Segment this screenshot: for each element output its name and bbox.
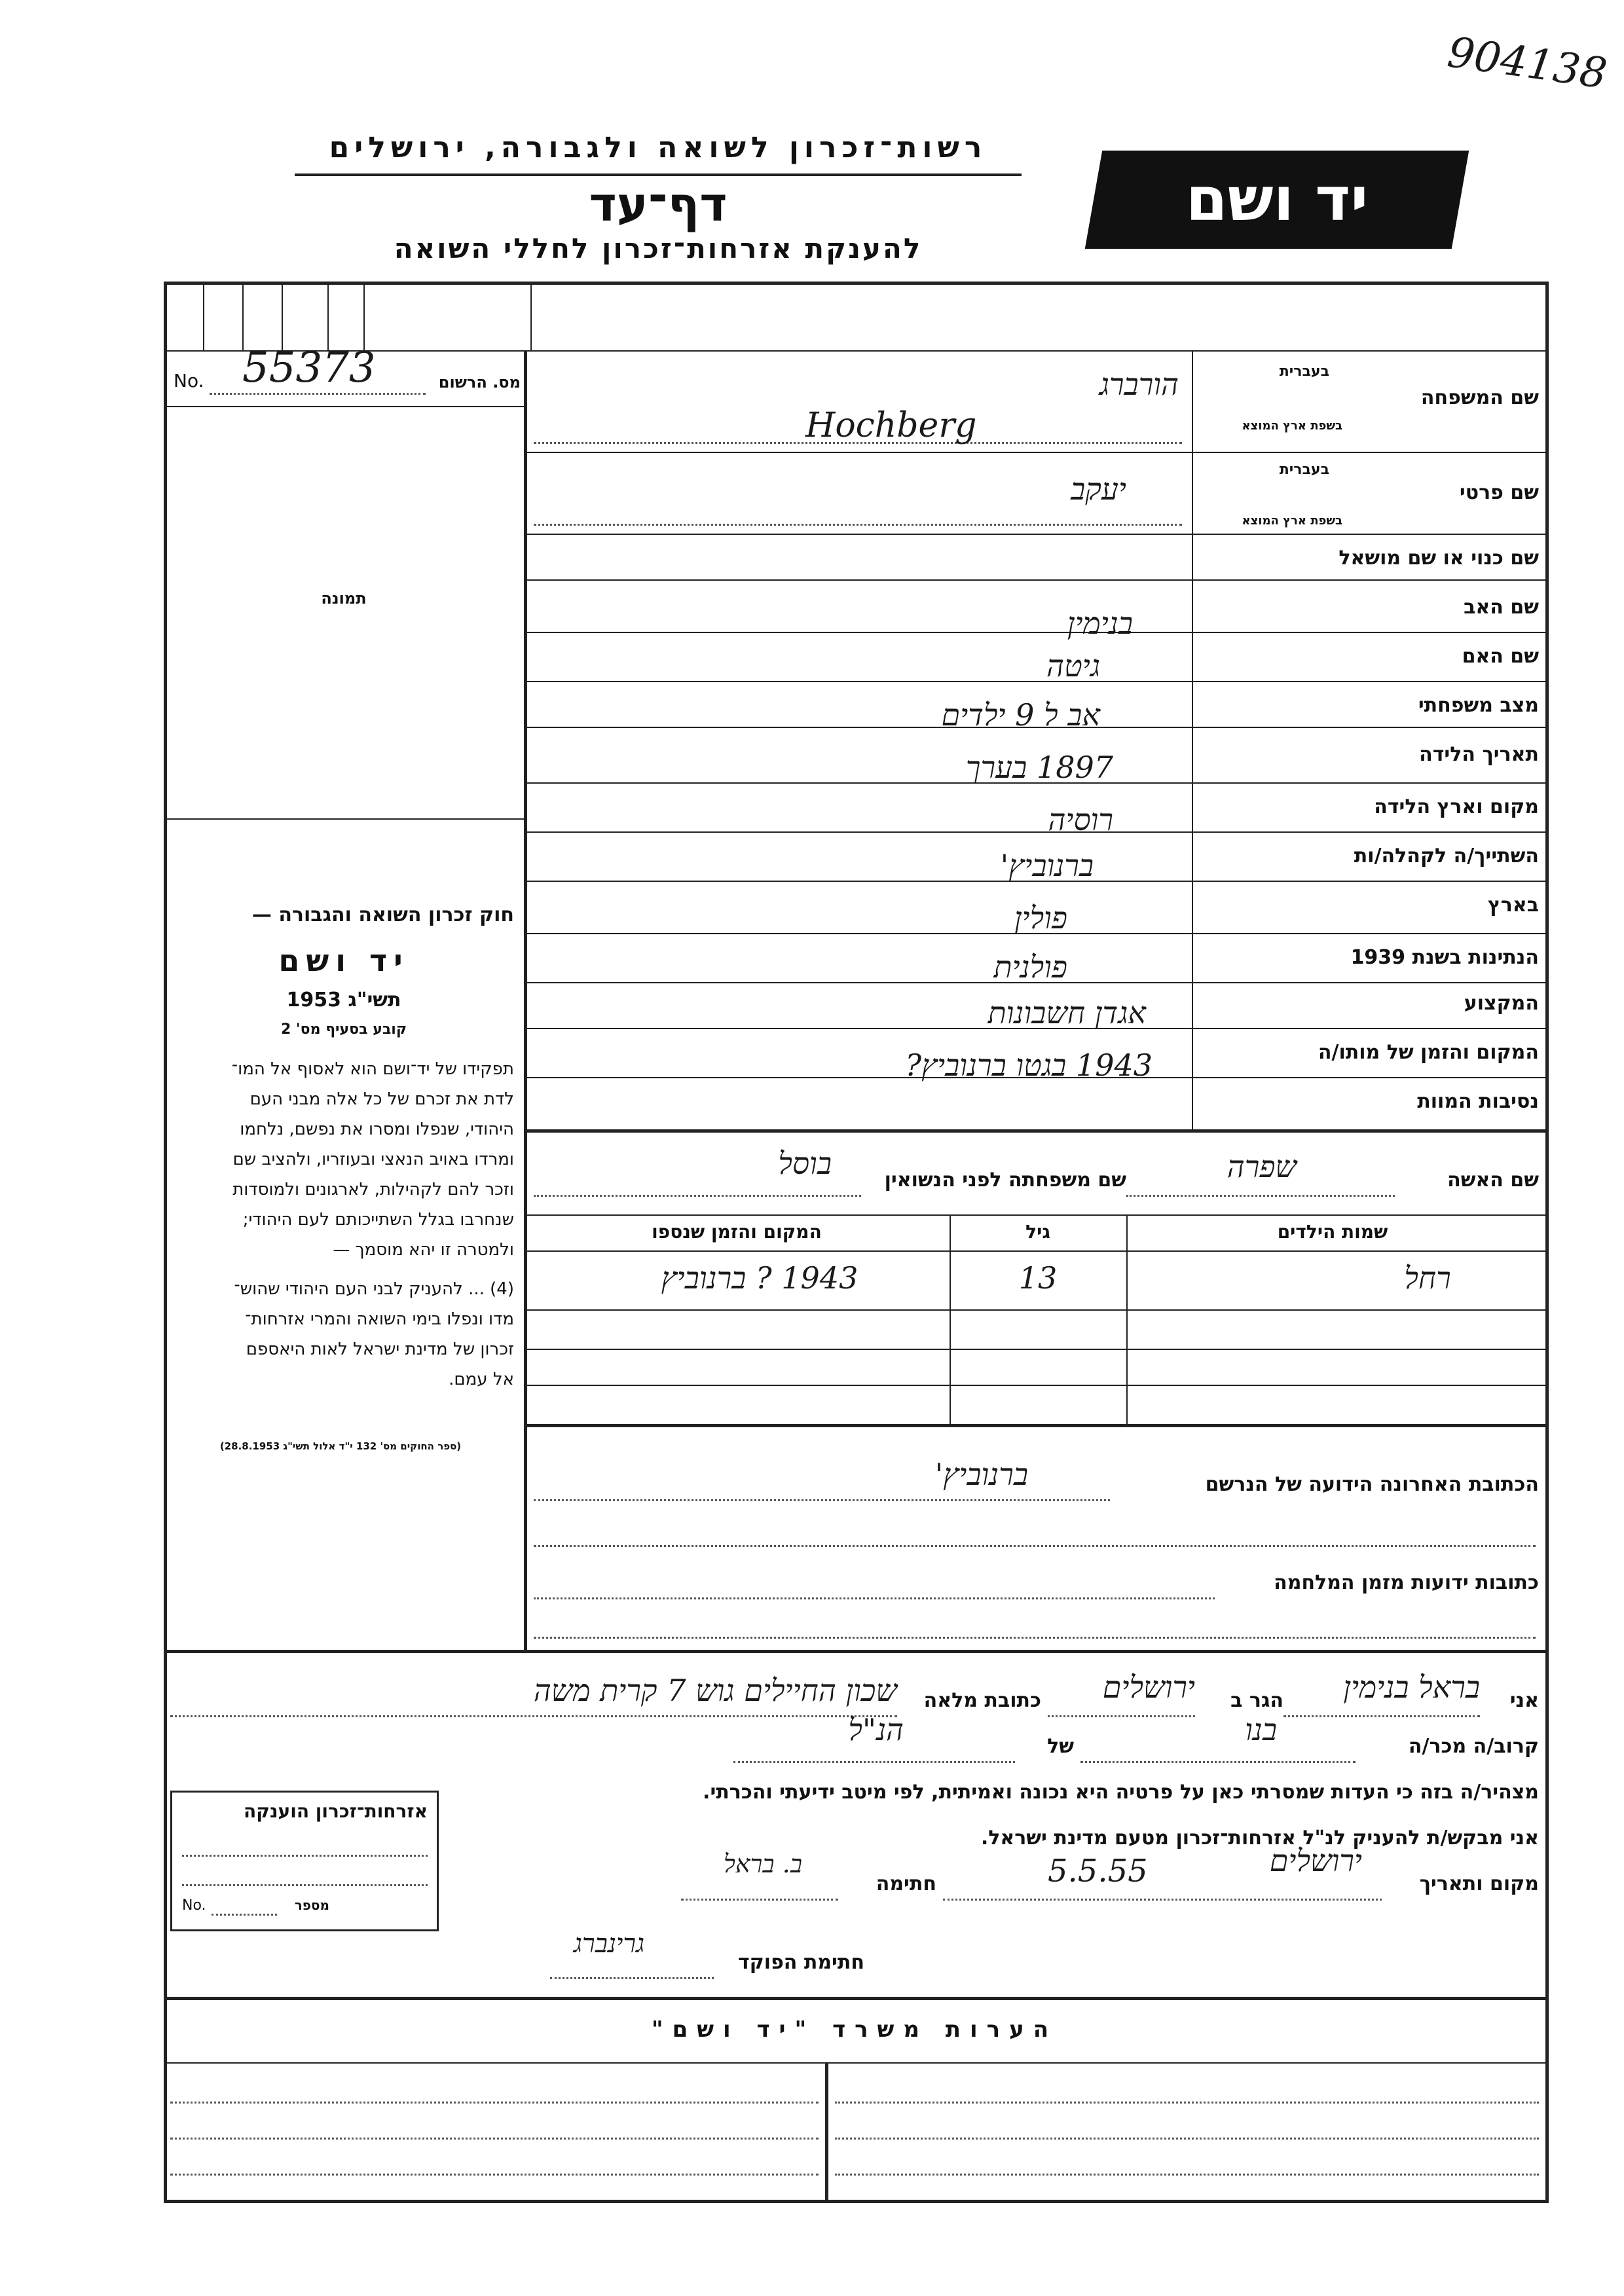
top-strip-divider: [530, 282, 532, 350]
law-text: [167, 1054, 514, 1394]
label-country: בארץ: [1487, 894, 1539, 917]
office-notes-top: [164, 1997, 1545, 2000]
top-strip-cell-1: [203, 282, 204, 350]
children-header-bottom: [524, 1250, 1545, 1252]
label-full-address: כתובת מלאה: [923, 1689, 1041, 1712]
label-wartime-addresses: כתובות ידועות מזמן המלחמה: [1274, 1571, 1539, 1594]
value-father[interactable]: בנימין: [1067, 606, 1133, 641]
children-row-line: [524, 1385, 1545, 1386]
value-wife-maiden[interactable]: בוסל: [778, 1146, 832, 1181]
label-birth-place: מקום וארץ הלידה: [1374, 795, 1539, 818]
value-country[interactable]: פולין: [1014, 900, 1067, 936]
office-notes-title: הערות משרד "יד ושם": [651, 2016, 1058, 2043]
relation-value[interactable]: בנו: [1245, 1712, 1277, 1747]
registration-no-label: No.: [174, 370, 204, 392]
declarant-name[interactable]: בראל בנימין: [1343, 1669, 1480, 1705]
value-marital[interactable]: אב ל 9 ילדים: [941, 697, 1100, 733]
top-strip-cell-5: [363, 282, 365, 350]
signature-dots: [681, 1899, 838, 1901]
photo-area-bottom: [164, 818, 524, 820]
corner-archive-number: 904138: [1445, 28, 1610, 99]
value-family-name-native[interactable]: Hochberg: [805, 406, 977, 445]
personal-section-bottom: [524, 1129, 1545, 1133]
top-strip-cell-2: [242, 282, 244, 350]
law-line: היהודי, שנפלו ומסרו את נפשם, נלחמו: [240, 1120, 514, 1139]
label-nickname: שם כנוי או שם מושאל: [1338, 547, 1539, 570]
law-line: מדו ונפלו בימי השואה והמרי אזרחות־: [245, 1309, 514, 1329]
value-mother[interactable]: גיטה: [1046, 648, 1100, 683]
last-address-dots: [534, 1499, 1110, 1501]
child-name[interactable]: רחל: [1404, 1260, 1451, 1296]
officer-signature[interactable]: גרינברג: [573, 1929, 645, 1959]
label-wife-maiden: שם משפחתה לפני הנשואין: [884, 1169, 1126, 1192]
label-death: המקום והזמן של מותו/ה: [1318, 1041, 1539, 1064]
label-mother: שם האם: [1462, 645, 1539, 668]
child-place-time[interactable]: 1943 ? ברנוביץ: [661, 1260, 858, 1296]
row-line: [524, 579, 1545, 581]
office-notes-header-bottom: [164, 2062, 1545, 2064]
value-citizenship-1939[interactable]: פולנית: [993, 949, 1067, 985]
law-name: יד ושם: [278, 943, 409, 978]
wife-maiden-dots: [534, 1195, 861, 1197]
declaration-section-top: [164, 1650, 1545, 1653]
row-line: [524, 534, 1545, 535]
label-first-name: שם פרטי: [1459, 481, 1539, 504]
wife-row-bottom: [524, 1214, 1545, 1216]
registration-line: [164, 406, 524, 407]
declarant-address[interactable]: שכון החיילים גוש 7 קרית משה: [533, 1673, 897, 1708]
citizenship-box-number-label: מספר: [294, 1897, 329, 1913]
law-line: לדת את זכרם של כל אלה מבני העם: [249, 1089, 514, 1109]
last-address-dots-2: [534, 1545, 1536, 1547]
header-children-place-time: המקום והזמן שנספו: [652, 1221, 822, 1243]
law-line: ומרדו באויב הנאצי ובעוזריו, ולהציב שם: [232, 1150, 514, 1169]
label-marital: מצב משפחתי: [1418, 694, 1539, 717]
registration-number[interactable]: 55373: [242, 344, 376, 392]
value-birth-date[interactable]: 1897 בערך: [965, 750, 1113, 785]
frame-bottom: [164, 2200, 1549, 2203]
value-wife[interactable]: שפרה: [1227, 1149, 1297, 1184]
left-column-divider: [524, 350, 527, 1650]
label-officer-signature: חתימת הפוקד: [738, 1951, 864, 1974]
label-profession: המקצוע: [1464, 992, 1539, 1015]
value-birth-place[interactable]: רוסיה: [1048, 802, 1113, 837]
citizenship-granted-box: [170, 1791, 439, 1931]
law-line: ולמטרה זו יהא מוסמך —: [333, 1240, 514, 1260]
label-father: שם האב: [1464, 596, 1539, 619]
children-row-line: [524, 1349, 1545, 1350]
officer-signature-dots: [550, 1977, 714, 1979]
place-date-dots: [943, 1899, 1382, 1901]
form-title: דף־עד: [589, 177, 728, 232]
label-citizenship-1939: הנתינות בשנת 1939: [1350, 946, 1539, 969]
law-line: אל עמם.: [449, 1370, 514, 1389]
of-value[interactable]: הנ"ל: [848, 1712, 904, 1747]
signature-value[interactable]: ב. בראל: [723, 1850, 803, 1878]
photo-label: תמונה: [321, 589, 367, 608]
citizenship-box-no-label: No.: [182, 1897, 206, 1914]
law-line: (4) ... להעניק לבני העם היהודי שהוש־: [234, 1279, 514, 1299]
label-last-address: הכתובת האחרונה הידועה של הנרשם: [1205, 1473, 1539, 1496]
value-profession[interactable]: אגדן חשבונות: [987, 995, 1146, 1030]
children-col-divider-2: [950, 1214, 951, 1424]
law-line: זכרון של מדינת ישראל לאות היאספם: [246, 1339, 514, 1359]
label-i: אני: [1509, 1689, 1539, 1712]
citizenship-box-line: [182, 1884, 428, 1886]
row-line: [524, 452, 1545, 453]
sub-hebrew: בעברית: [1279, 462, 1329, 478]
wartime-dots: [534, 1597, 1215, 1599]
native-first-line: [534, 524, 1182, 526]
citizenship-box-title: אזרחות־זכרון הוענקה: [244, 1800, 428, 1822]
authority-line: רשות־זכרון לשואה ולגבורה, ירושלים: [329, 131, 987, 164]
label-community: השתייך/ה לקהלה/ות: [1354, 845, 1539, 867]
sub-native: בשפת ארץ המוצא: [1242, 419, 1342, 433]
citizenship-box-number-line: [212, 1914, 277, 1916]
label-family-name: שם המשפחה: [1420, 386, 1539, 409]
label-circumstances: נסיבות המוות: [1417, 1090, 1539, 1113]
label-of: של: [1047, 1735, 1074, 1758]
office-notes-line: [835, 2102, 1539, 2104]
label-relation: קרוב/ה מכר/ה: [1408, 1735, 1539, 1758]
office-notes-divider: [825, 2062, 828, 2200]
children-col-divider-1: [1126, 1214, 1128, 1424]
label-place-date: מקום ותאריך: [1419, 1872, 1539, 1895]
frame-right: [1545, 282, 1549, 2201]
of-dots: [733, 1761, 1015, 1763]
law-line: שנחרבו בגלל השתייכותם לעם היהודי;: [242, 1210, 514, 1230]
law-clause: קובע בסעיף מס' 2: [280, 1021, 407, 1038]
declaration-line-2: אני מבקש/ת להעניק לנ"ל אזרחות־זכרון מטעם מדינת ישראל.: [980, 1827, 1539, 1850]
top-strip-cell-4: [327, 282, 329, 350]
value-death[interactable]: 1943 בגטו ברנוביץ?: [905, 1048, 1153, 1083]
office-notes-line: [170, 2174, 819, 2176]
label-resides: הגר ב: [1230, 1689, 1283, 1712]
value-last-address[interactable]: ברנוביץ': [934, 1457, 1028, 1492]
logo-text: יד ושם: [1185, 164, 1369, 234]
office-notes-line: [835, 2174, 1539, 2176]
label-signature: חתימה: [876, 1872, 936, 1895]
office-notes-line: [170, 2102, 819, 2104]
date-value[interactable]: 5.5.55: [1048, 1853, 1148, 1889]
declaration-line-1: מצהיר/ה בזה כי העדות שמסרתי כאן על פרטיה היא נכונה ואמיתית, לפי מיטב ידיעתי והכרתי.: [703, 1781, 1539, 1804]
header-children-names: שמות הילדים: [1277, 1221, 1388, 1243]
label-birth-date: תאריך הלידה: [1419, 743, 1539, 766]
sub-native: בשפת ארץ המוצא: [1242, 514, 1342, 528]
place-value[interactable]: ירושלים: [1269, 1843, 1362, 1878]
child-age[interactable]: 13: [1018, 1260, 1058, 1296]
sub-hebrew: בעברית: [1279, 363, 1329, 380]
wartime-dots-2: [534, 1637, 1536, 1639]
registration-label: מס. הרשום: [438, 373, 521, 392]
law-title: חוק זכרון השואה והגבורה —: [251, 903, 514, 926]
label-column-divider: [1192, 350, 1193, 1129]
law-citation: (ספר החוקים מס' 132 י"ד אלול תשי"ג 28.8.1953): [219, 1440, 462, 1452]
form-subtitle: להענקת אזרחות־זכרון לחללי השואה: [394, 232, 923, 264]
law-line: תפקידו של יד־ושם הוא לאסוף אל המו־: [231, 1059, 514, 1079]
yad-vashem-logo: [1085, 151, 1469, 249]
top-strip-cell-3: [282, 282, 283, 350]
header-children-age: גיל: [1025, 1221, 1050, 1243]
authority-underline: [295, 173, 1022, 176]
law-year: תשי"ג 1953: [286, 989, 401, 1011]
relation-dots: [1080, 1761, 1356, 1763]
declarant-city[interactable]: ירושלים: [1102, 1669, 1195, 1705]
children-row-line: [524, 1309, 1545, 1311]
law-line: וזכר להם לקהילות, לארגונים ולמוסדות: [232, 1180, 514, 1199]
label-wife: שם האשה: [1447, 1169, 1539, 1192]
office-notes-line: [170, 2138, 819, 2140]
declarant-name-dots: [1283, 1715, 1480, 1717]
frame-top: [164, 282, 1549, 285]
value-community[interactable]: ברנוביץ': [1000, 848, 1094, 883]
children-table-bottom: [524, 1424, 1545, 1427]
registration-dots: [210, 393, 426, 395]
value-first-name-hebrew[interactable]: יעקב: [1071, 471, 1126, 507]
office-notes-line: [835, 2138, 1539, 2140]
citizenship-box-line: [182, 1855, 428, 1857]
wife-dots: [1126, 1195, 1395, 1197]
value-family-name-hebrew[interactable]: הורברג: [1099, 367, 1179, 402]
